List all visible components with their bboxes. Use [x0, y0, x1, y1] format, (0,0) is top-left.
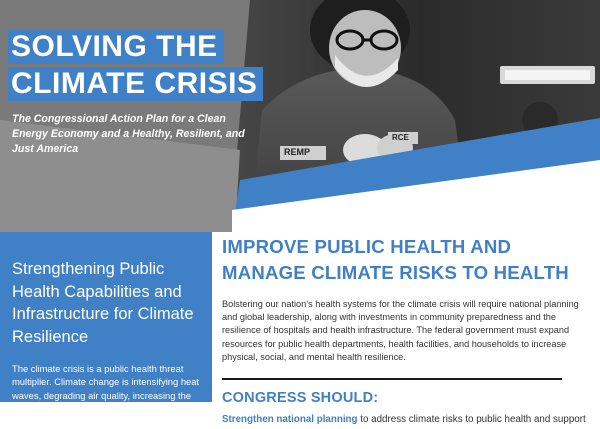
report-title	[8, 30, 263, 104]
sidebar-heading: Strengthening Public Health Capabilities and Infrastructure for Climate Resilience	[12, 260, 194, 346]
section-heading: IMPROVE PUBLIC HEALTH AND MANAGE CLIMATE RISKS TO HEALTH	[222, 236, 569, 283]
photo-badge-left: REMP	[284, 147, 311, 157]
photo-badge-right: RCE	[392, 133, 409, 142]
main-section	[222, 232, 592, 426]
congress-should-heading: CONGRESS SHOULD:	[222, 390, 379, 407]
section-body: Bolstering our nation’s health systems for the climate crisis will require national planning and global leadership, along with investments in community preparedness and the resilience of hospitals and health infrastructure. The federal government must expand resources for public health departments, health facilities, and households to increase physical, social, and mental health resilience.	[222, 299, 579, 362]
recommendation-item	[222, 414, 592, 425]
title-line-2: CLIMATE CRISIS	[8, 67, 263, 101]
title-line-1: SOLVING THE	[8, 30, 224, 64]
report-subtitle: The Congressional Action Plan for a Clean Energy Economy and a Healthy, Resilient, and Just America	[12, 113, 245, 155]
sidebar-panel	[0, 232, 212, 428]
recommendation-lead: Strengthen national planning	[222, 414, 358, 426]
divider	[222, 378, 562, 380]
sidebar-body: The climate crisis is a public health threat multiplier. Climate change is intensifying heat waves, degrading air quality, increasing the risk of infectious disease, and exposing people to more	[12, 363, 200, 428]
recommendation-text: to address climate risks to public health and support	[357, 414, 586, 426]
